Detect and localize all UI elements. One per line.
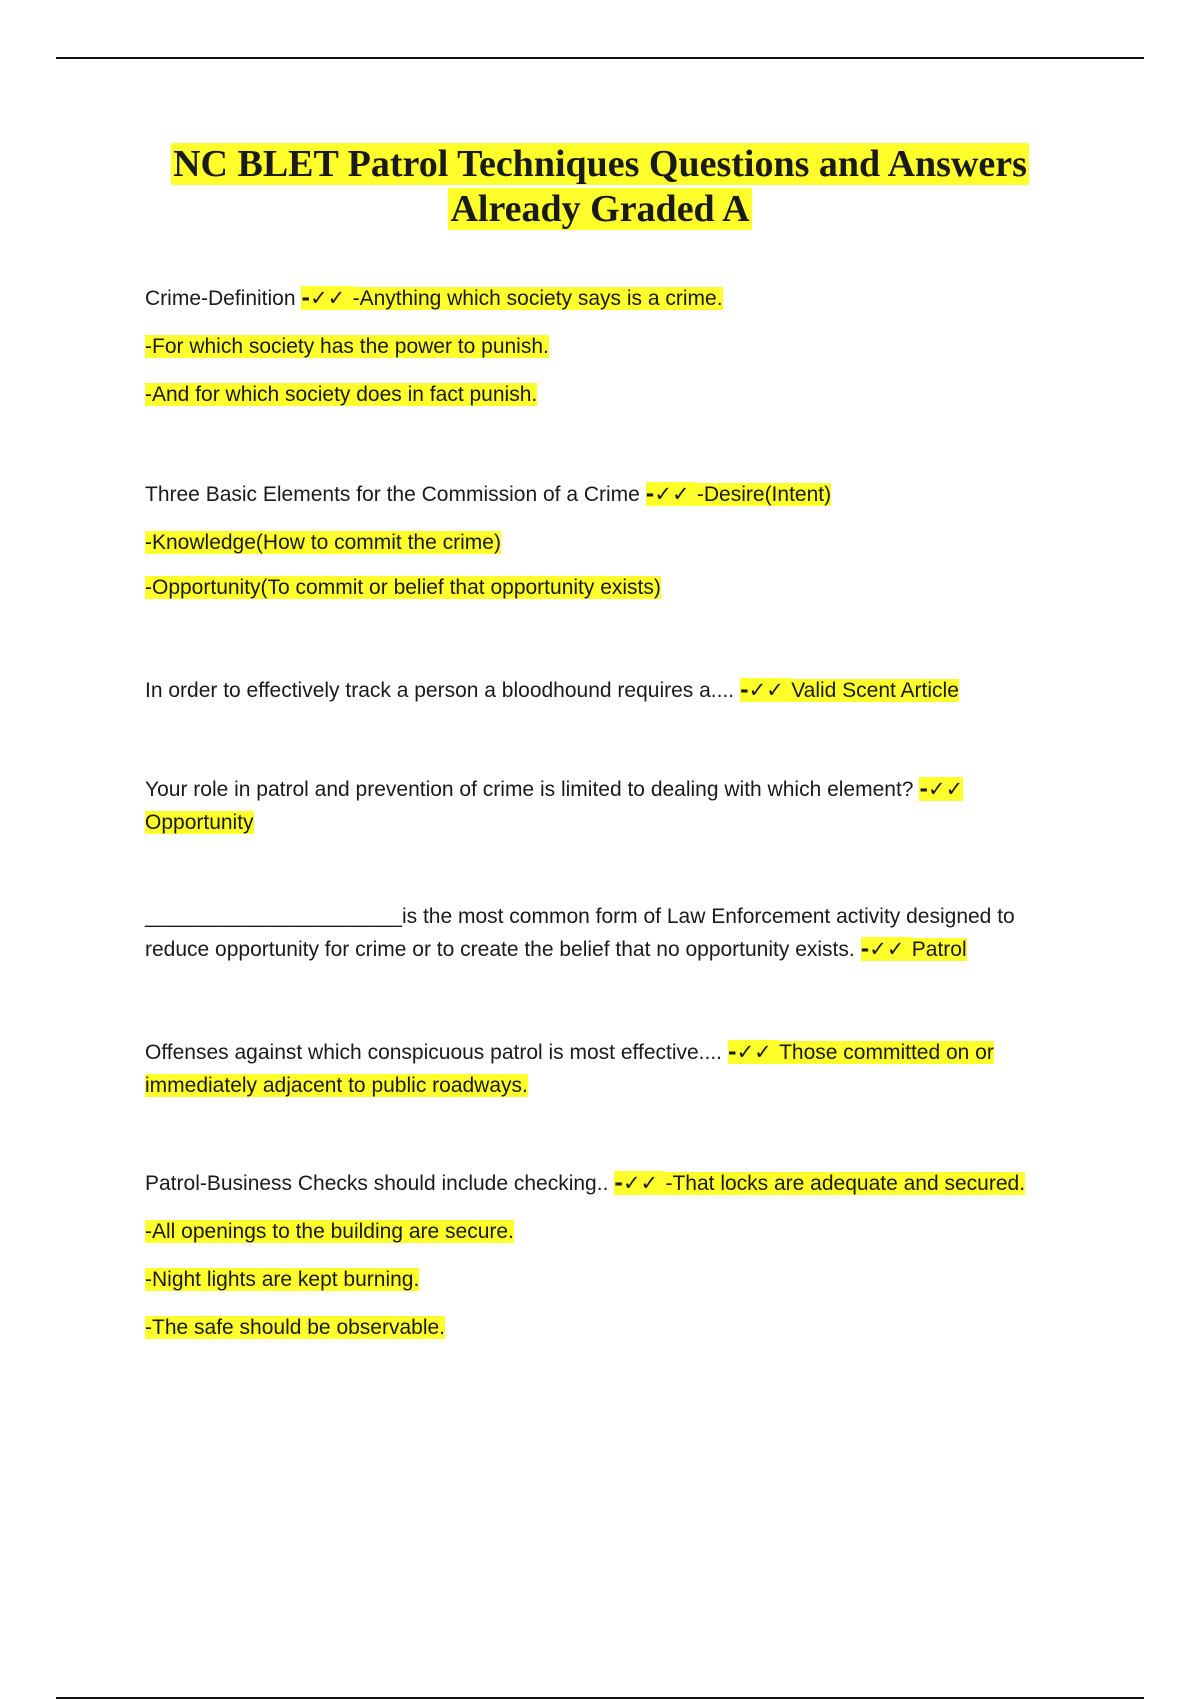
question-text: Offenses against which conspicuous patrol is most effective.... (145, 1041, 728, 1064)
answer-continuation: -Opportunity(To commit or belief that opportunity exists) (145, 576, 661, 599)
qa-item-bloodhound (145, 674, 1065, 707)
answer-continuation: -All openings to the building are secure. (145, 1220, 514, 1243)
qa-item-crime-definition (145, 282, 1065, 411)
question-text: Three Basic Elements for the Commission of a Crime (145, 483, 646, 506)
qa-item-business-checks (145, 1167, 1065, 1344)
answer-continuation: -Night lights are kept burning. (145, 1268, 420, 1291)
answer-text: Patrol (911, 938, 967, 961)
answer-continuation: -Knowledge(How to commit the crime) (145, 531, 501, 554)
answer-text: -Anything which society says is a crime. (352, 287, 723, 310)
check-marker: -✓✓ (645, 482, 697, 506)
question-text: Patrol-Business Checks should include checking.. (145, 1172, 615, 1195)
answer-text: -That locks are adequate and secured. (665, 1172, 1026, 1195)
answer-continuation: -The safe should be observable. (145, 1316, 446, 1339)
qa-item-common-activity (145, 900, 1065, 966)
qa-item-patrol-role (145, 773, 1065, 839)
answer-text: Those committed on or immediately adjacent to public roadways. (145, 1041, 994, 1097)
check-marker: -✓✓ (301, 286, 353, 310)
top-rule (56, 57, 1144, 59)
title-line-1: NC BLET Patrol Techniques Questions and Answers (173, 143, 1027, 185)
question-text: Your role in patrol and prevention of crime is limited to dealing with which element? (145, 778, 920, 801)
question-text: In order to effectively track a person a bloodhound requires a.... (145, 679, 740, 702)
answer-continuation: -And for which society does in fact punish. (145, 383, 538, 406)
check-marker: -✓✓ (614, 1171, 666, 1195)
answer-text: -Desire(Intent) (696, 483, 832, 506)
title-line-2: Already Graded A (450, 188, 750, 230)
question-text: ______________________is the most common form of Law Enforcement activity designed to reduce opportunity for crime or to create the belief that no opportunity exists. (145, 905, 1015, 961)
bottom-rule (56, 1697, 1144, 1699)
check-marker: -✓✓ (739, 678, 792, 702)
answer-text: Opportunity (145, 811, 254, 834)
qa-item-three-elements (145, 478, 1065, 604)
question-text: Crime-Definition (145, 287, 302, 310)
check-marker: -✓✓ (919, 777, 964, 801)
document-title (0, 142, 1200, 232)
qa-item-conspicuous-patrol (145, 1036, 1065, 1102)
answer-text: Valid Scent Article (791, 679, 959, 702)
check-marker: -✓✓ (860, 937, 912, 961)
check-marker: -✓✓ (727, 1040, 780, 1064)
answer-continuation: -For which society has the power to punish. (145, 335, 549, 358)
